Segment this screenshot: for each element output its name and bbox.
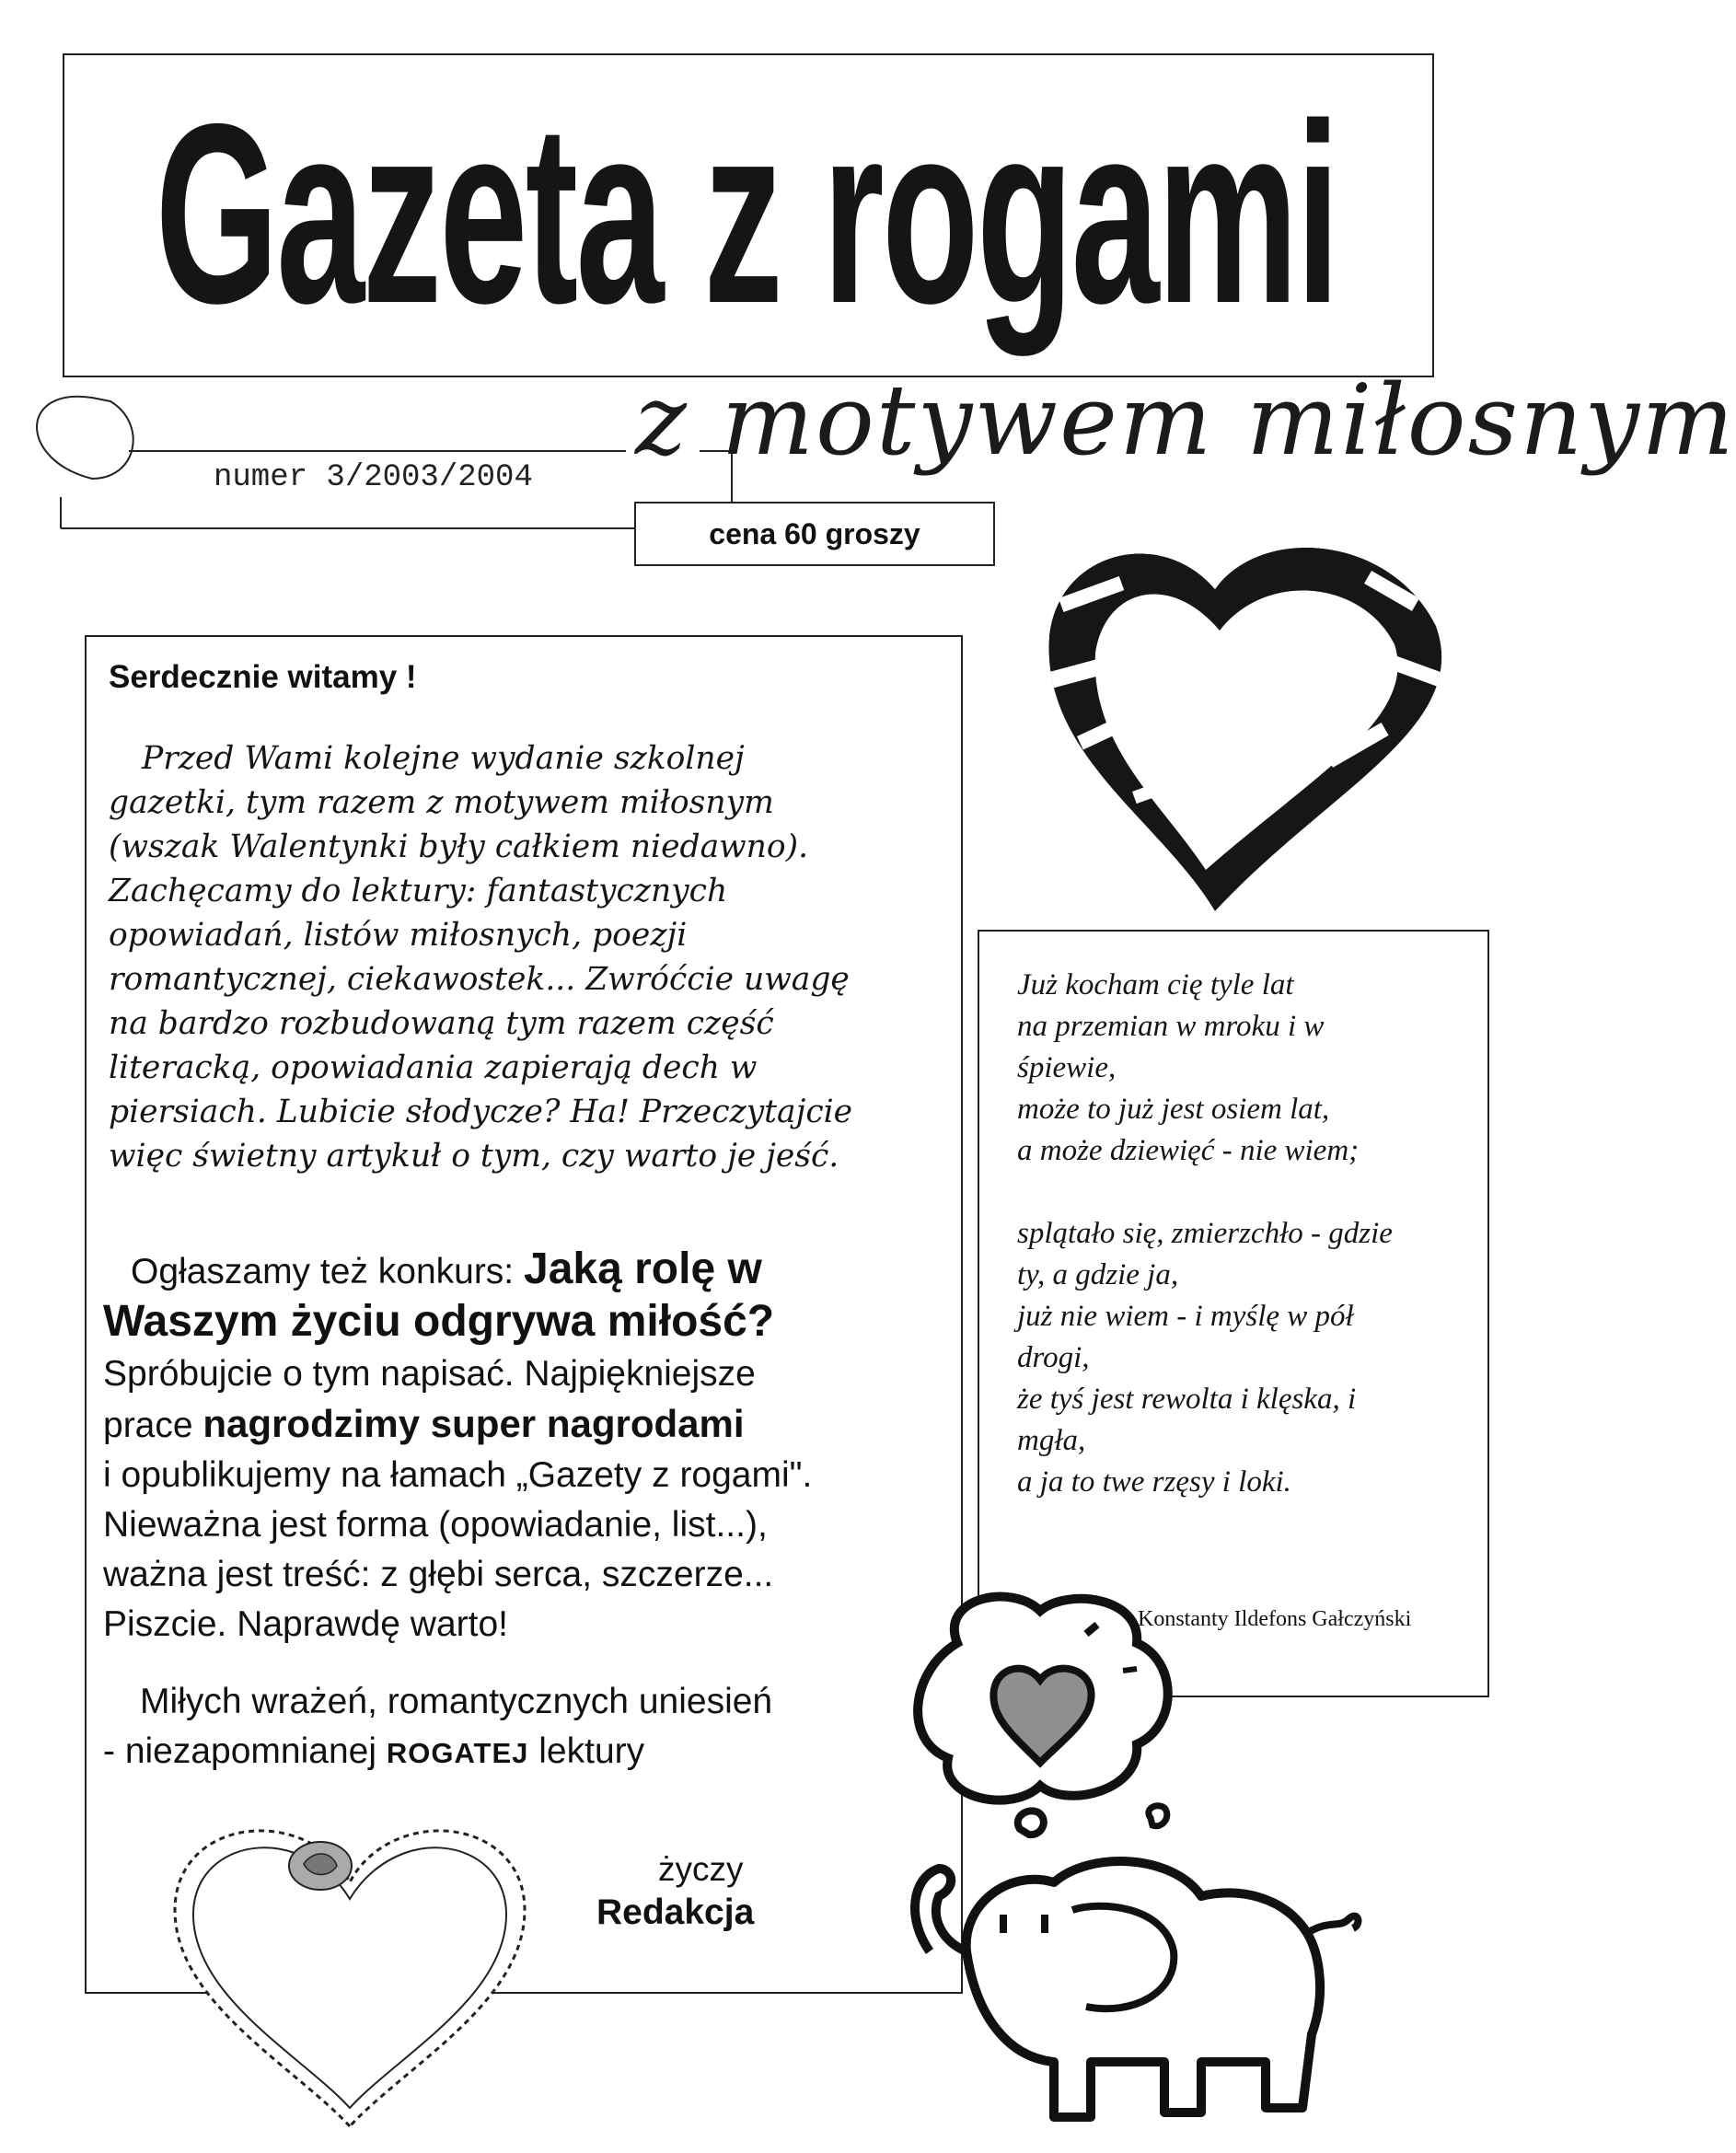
contest-prize: nagrodzimy super nagrodami (203, 1402, 745, 1445)
price-label: cena 60 groszy (634, 502, 995, 566)
intro-line: na bardzo rozbudowaną tym razem część (109, 1005, 774, 1042)
poem-line: ty, a gdzie ja, (1017, 1258, 1179, 1291)
poem-line: na przemian w mroku i w (1017, 1010, 1325, 1043)
heart-icon (1022, 515, 1464, 930)
closing-line: - niezapomnianej (103, 1731, 377, 1771)
poem-line: może to już jest osiem lat, (1017, 1093, 1330, 1126)
intro-line: piersiach. Lubicie słodycze? Ha! Przeczytajcie (109, 1094, 853, 1130)
wishes-text: życzy (658, 1850, 744, 1888)
closing-line: Miłych wrażeń, romantycznych uniesień (140, 1682, 773, 1721)
poem-line: a może dziewięć - nie wiem; (1017, 1134, 1360, 1167)
poem-line: że tyś jest rewolta i klęska, i (1017, 1383, 1357, 1416)
poem-text (1017, 965, 1477, 1503)
contest-line: Spróbujcie o tym napisać. Najpiękniejsze (103, 1354, 756, 1394)
welcome-text (109, 736, 948, 1178)
elephant-icon (897, 1832, 1376, 2149)
intro-line: romantycznej, ciekawostek... Zwróćcie uwagę (109, 961, 850, 998)
lace-heart-icon (156, 1809, 543, 2140)
poem-author: Konstanty Ildefons Gałczyński (1138, 1607, 1412, 1631)
intro-line: gazetki, tym razem z motywem miłosnym (109, 784, 774, 821)
intro-line: Zachęcamy do lektury: fantastycznych (109, 873, 728, 909)
intro-line: literacką, opowiadania zapierają dech w (109, 1049, 758, 1086)
masthead-subtitle: z motywem miłosnym (635, 364, 1736, 477)
thought-bubble-icon (902, 1588, 1197, 1855)
closing-line: lektury (538, 1731, 645, 1771)
contest-question: Waszym życiu odgrywa miłość? (103, 1297, 775, 1346)
closing-wishes (103, 1677, 932, 1778)
poem-line: śpiewie, (1017, 1051, 1117, 1084)
contest-line: Piszcie. Naprawdę warto! (103, 1604, 509, 1644)
poem-line: drogi, (1017, 1341, 1090, 1374)
contest-line: i opublikujemy na łamach „Gazety z rogami". (103, 1455, 813, 1495)
intro-line: (wszak Walentynki były całkiem niedawno). (109, 828, 809, 865)
poem-line: a ja to twe rzęsy i loki. (1017, 1465, 1291, 1499)
contest-line: ważna jest treść: z głębi serca, szczerze... (103, 1555, 774, 1594)
contest-lead: Ogłaszamy też konkurs: (131, 1252, 515, 1291)
closing-caps: ROGATEJ (386, 1737, 529, 1769)
contest-line: Nieważna jest forma (opowiadanie, list...), (103, 1505, 768, 1545)
intro-line: więc świetny artykuł o tym, czy warto je jeść. (109, 1138, 839, 1175)
welcome-heading: Serdecznie witamy ! (109, 659, 417, 695)
poem-line: splątało się, zmierzchło - gdzie (1017, 1217, 1393, 1250)
issue-number: numer 3/2003/2004 (214, 460, 533, 495)
intro-line: opowiadań, listów miłosnych, poezji (109, 917, 688, 954)
masthead-title: Gazeta z rogami (155, 70, 1338, 356)
contest-question: Jaką rolę w (524, 1244, 762, 1293)
intro-line: Przed Wami kolejne wydanie szkolnej (142, 740, 745, 777)
poem-line: już nie wiem - i myślę w pół (1017, 1300, 1354, 1333)
poem-line: Już kocham cię tyle lat (1017, 968, 1294, 1001)
contest-line: prace (103, 1406, 193, 1445)
contest-announcement (103, 1244, 948, 1649)
signature: Redakcja (596, 1893, 755, 1932)
poem-line: mgła, (1017, 1424, 1086, 1457)
